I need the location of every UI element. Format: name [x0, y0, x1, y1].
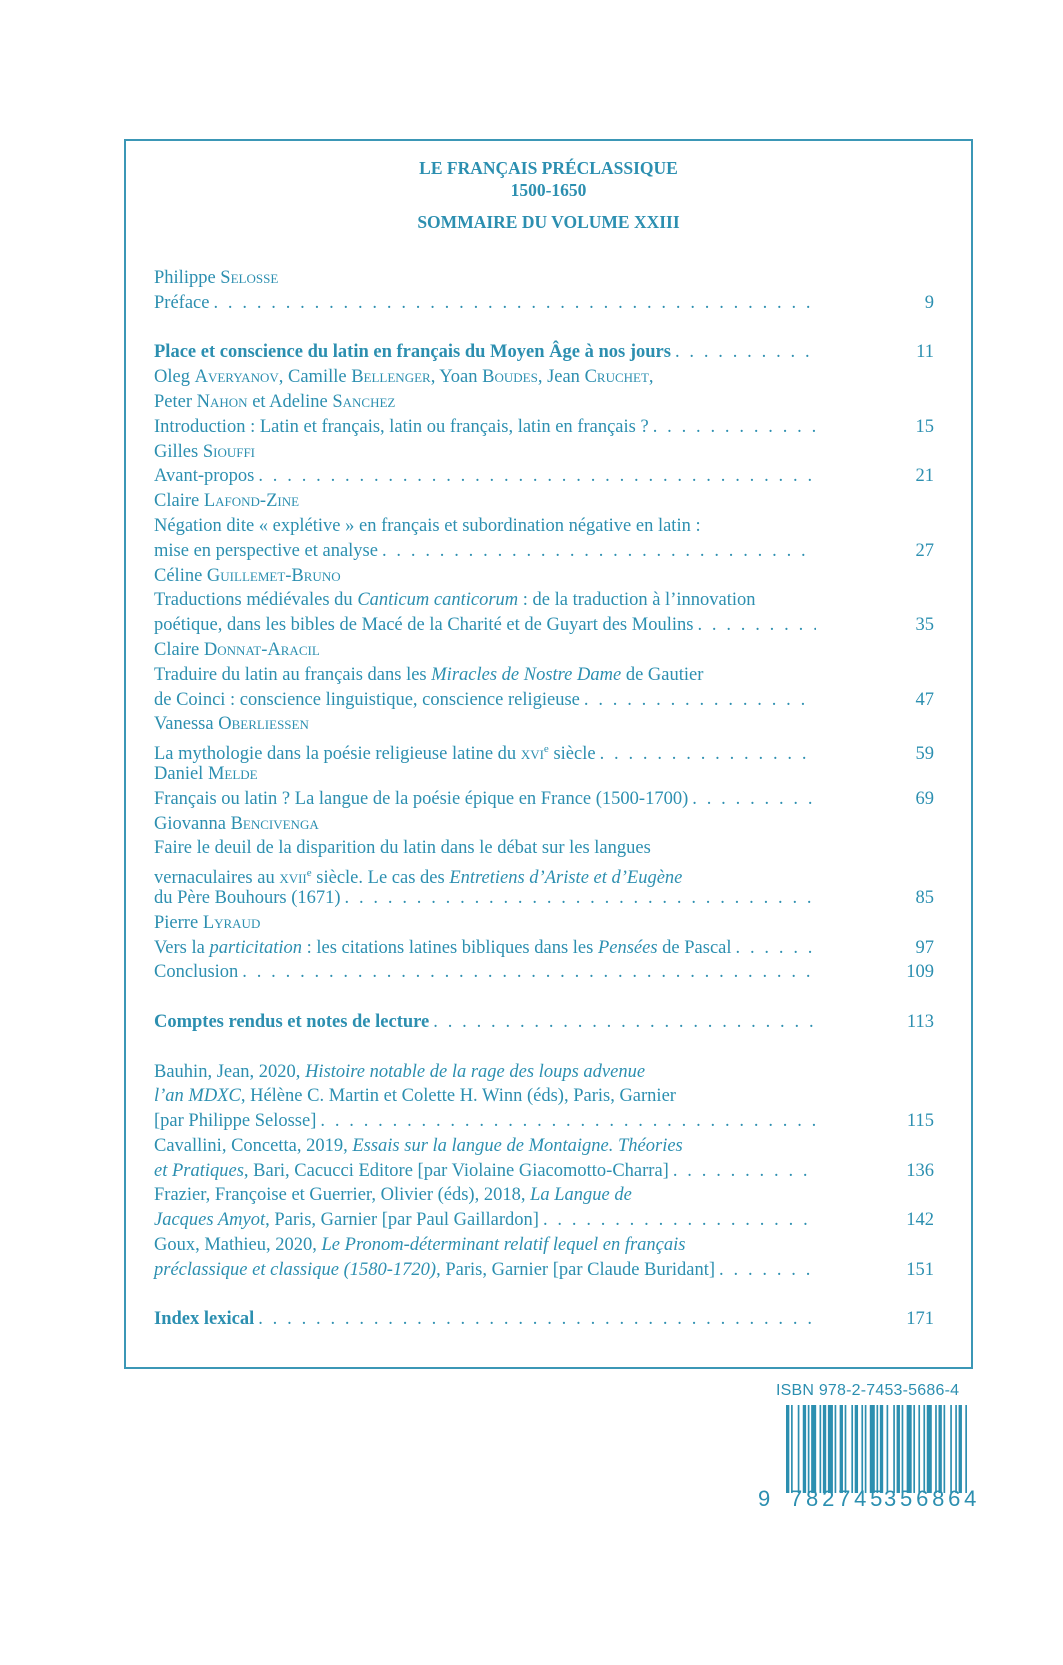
leader-dots [242, 960, 816, 985]
barcode-bar [823, 1405, 826, 1493]
title-text: de Pascal [657, 937, 732, 958]
entry-title: de Coinci : conscience linguistique, conscience religieuse [154, 689, 580, 710]
barcode-bar [791, 1405, 793, 1493]
leader-dots [736, 936, 816, 961]
barcode-bar [865, 1405, 867, 1493]
barcode-bar [944, 1405, 946, 1493]
author-first-name: Oleg [154, 367, 195, 388]
author-separator: , Yoan [430, 367, 483, 388]
entry-title: mise en perspective et analyse [154, 540, 378, 561]
page-number: 27 [915, 540, 934, 561]
toc-entry-deuil [154, 886, 934, 911]
toc-entry-traduire [154, 688, 934, 713]
barcode-bar [808, 1405, 810, 1493]
barcode-bar [955, 1405, 957, 1493]
barcode-bar [935, 1405, 937, 1493]
barcode-bar [786, 1405, 789, 1493]
leader-dots [213, 291, 816, 316]
author-last-name: Boudes [482, 367, 538, 388]
leader-dots [382, 539, 816, 564]
entry-title: Introduction : Latin et français, latin ou français, latin en français ? [154, 416, 649, 437]
title-text: Traduire du latin au français dans les [154, 664, 432, 685]
author-last-name: Nahon [196, 391, 248, 412]
title-text: , Paris, Garnier [par Claude Buridant] [436, 1259, 716, 1280]
author-last-name: Siouffi [202, 441, 256, 462]
barcode-bar [861, 1405, 863, 1493]
page-number: 136 [906, 1160, 934, 1181]
author-last-name: Selosse [220, 268, 279, 288]
ordinal-suffix: e [306, 867, 312, 880]
author-first-name: Philippe [154, 268, 221, 288]
entry-title-line: Négation dite « explétive » en français et subordination négative en latin : [154, 515, 701, 536]
title-italic: Miracles de Nostre Dame [431, 664, 622, 685]
entry-title: Français ou latin ? La langue de la poésie épique en France (1500-1700) [154, 788, 689, 809]
author-line [154, 390, 934, 415]
isbn-text [776, 1382, 976, 1400]
journal-years: 1500-1650 [510, 180, 587, 200]
author-separator: , [648, 367, 654, 388]
page-number: 171 [906, 1309, 934, 1330]
barcode-bar [870, 1405, 875, 1493]
barcode-bar [798, 1405, 800, 1493]
author-first-name: Peter [154, 391, 197, 412]
barcode-bar [902, 1405, 904, 1493]
review-line [154, 1134, 934, 1159]
toc-entry-mythologie [154, 737, 934, 765]
page-number: 113 [906, 1011, 934, 1032]
barcode-bar [811, 1405, 816, 1493]
barcode-bar [803, 1405, 806, 1493]
toc-entry-avant-propos [154, 464, 934, 489]
page-number: 69 [915, 788, 934, 809]
title-italic: particitation [209, 937, 302, 958]
section-title: Comptes rendus et notes de lecture [154, 1011, 430, 1032]
barcode-bar [887, 1405, 889, 1493]
barcode-bar [840, 1405, 843, 1493]
review-line [154, 1084, 934, 1109]
section-title: Place et conscience du latin en français du Moyen Âge à nos jours [154, 342, 671, 363]
author-last-name: Lyraud [202, 912, 261, 933]
author-first-name: Claire [154, 639, 204, 660]
title-italic: Canticum canticorum [357, 590, 519, 611]
title-text: Goux, Mathieu, 2020, [154, 1235, 322, 1256]
author-first-name: Vanessa [154, 714, 219, 735]
review-line [154, 1233, 934, 1258]
toc-entry-francais-latin [154, 787, 934, 812]
table-of-contents [154, 266, 934, 1332]
page-number: 59 [915, 744, 934, 765]
review-line [154, 1060, 934, 1085]
page-number: 109 [906, 962, 934, 983]
barcode-digit-first: 9 [758, 1486, 775, 1511]
leader-dots [675, 340, 816, 365]
title-italic: préclassique et classique (1580-1720) [154, 1259, 437, 1280]
title-text: siècle [548, 744, 596, 765]
author-line [154, 762, 934, 787]
barcode-bar [880, 1405, 883, 1493]
journal-title: LE FRANÇAIS PRÉCLASSIQUE [419, 158, 678, 178]
page-number: 97 [915, 937, 934, 958]
title-text: , Bari, Cacucci Editore [par Violaine Giacomotto-Charra] [243, 1160, 669, 1181]
author-last-name: Guillemet-Bruno [206, 565, 341, 586]
page-number: 15 [915, 416, 934, 437]
title-text: , Hélène C. Martin et Colette H. Winn (éds), Paris, Garnier [240, 1086, 676, 1107]
author-last-name: Bencivenga [230, 813, 319, 834]
toc-section-index [154, 1307, 934, 1332]
entry-title [154, 1208, 539, 1233]
isbn-number: 978-2-7453-5686-4 [818, 1382, 960, 1399]
barcode-bar [893, 1405, 895, 1493]
title-italic: Histoire notable de la rage des loups advenue [305, 1061, 646, 1082]
title-italic: Jacques Amyot [154, 1210, 266, 1231]
author-first-name: Pierre [154, 912, 203, 933]
barcode-bar [938, 1405, 941, 1493]
barcode-bar [855, 1405, 858, 1493]
entry-title-line: Faire le deuil de la disparition du latin dans le débat sur les langues [154, 838, 651, 859]
leader-dots [258, 464, 816, 489]
isbn-label: ISBN [776, 1382, 815, 1399]
page-number: 115 [906, 1111, 934, 1132]
barcode-image [786, 1405, 972, 1493]
title-italic: et Pratiques [154, 1160, 244, 1181]
barcode-bar [965, 1405, 967, 1493]
ordinal-suffix: e [543, 743, 549, 756]
author-last-name: Averyanov [194, 367, 279, 388]
barcode-bar [950, 1405, 952, 1493]
barcode-bar [835, 1405, 837, 1493]
entry-title: poétique, dans les bibles de Macé de la Charité et de Guyart des Moulins [154, 615, 694, 636]
leader-dots [320, 1109, 816, 1134]
review-line [154, 1183, 934, 1208]
title-italic: La Langue de [530, 1185, 632, 1206]
barcode-bar [927, 1405, 932, 1493]
leader-dots [653, 415, 816, 440]
author-first-name: Gilles [154, 441, 203, 462]
barcode-bar [851, 1405, 853, 1493]
title-italic: Pensées [597, 937, 658, 958]
entry-title: [par Philippe Selosse] [154, 1111, 317, 1132]
author-line [154, 489, 934, 514]
toc-entry-traductions [154, 613, 934, 638]
toc-section-latin [154, 340, 934, 365]
author-line [154, 365, 934, 390]
barcode-bar [959, 1405, 962, 1493]
barcode-digits-left: 782745 [790, 1486, 887, 1511]
title-italic: l’an MDXC [154, 1086, 241, 1107]
author-last-name: Bellenger [351, 367, 431, 388]
barcode-digits-right: 356864 [884, 1486, 981, 1511]
title-italic: Entretiens d’Ariste et d’Eugène [449, 868, 683, 889]
leader-dots [543, 1208, 816, 1233]
leader-dots [584, 688, 816, 713]
toc-entry-preface [154, 291, 934, 316]
entry-title-line [154, 663, 934, 688]
title-text: , Paris, Garnier [par Paul Gaillardon] [265, 1210, 539, 1231]
entry-title: du Père Bouhours (1671) [154, 887, 341, 908]
page-number: 151 [906, 1259, 934, 1280]
century-numeral: xvii [279, 868, 307, 889]
toc-entry-review-frazier [154, 1208, 934, 1233]
page-number: 35 [915, 615, 934, 636]
entry-title: Préface [154, 292, 210, 313]
title-text: Vers la [154, 937, 210, 958]
author-first-name: Giovanna [154, 813, 231, 834]
century-numeral: xvi [520, 744, 544, 765]
author-separator: et Adeline [247, 391, 333, 412]
title-text: : de la traduction à l’innovation [518, 590, 756, 611]
author-line [154, 266, 934, 291]
title-text: de Gautier [621, 664, 704, 685]
title-text: siècle. Le cas des [311, 868, 450, 889]
barcode-bar [918, 1405, 920, 1493]
entry-title: Conclusion [154, 962, 239, 983]
author-last-name: Sanchez [332, 391, 396, 412]
title-text: Cavallini, Concetta, 2019, [154, 1135, 353, 1156]
barcode-bar [845, 1405, 847, 1493]
title-text: La mythologie dans la poésie religieuse latine du [154, 744, 521, 765]
toc-entry-review-goux [154, 1258, 934, 1283]
author-last-name: Lafond-Zine [203, 491, 300, 512]
barcode-bar [923, 1405, 925, 1493]
barcode-bar [897, 1405, 900, 1493]
title-text: vernaculaires au [154, 868, 280, 889]
author-last-name: Cruchet [584, 367, 649, 388]
toc-entry-conclusion [154, 960, 934, 985]
author-line [154, 812, 934, 837]
page-number: 47 [915, 689, 934, 710]
toc-entry-introduction [154, 415, 934, 440]
leader-dots [258, 1307, 816, 1332]
toc-entry-review-bauhin [154, 1109, 934, 1134]
author-line [154, 638, 934, 663]
entry-title [154, 1159, 669, 1184]
toc-entry-review-cavallini [154, 1159, 934, 1184]
author-line [154, 440, 934, 465]
title-text: Traductions médiévales du [154, 590, 358, 611]
leader-dots [692, 787, 816, 812]
toc-entry-particitation [154, 936, 934, 961]
entry-title: Avant-propos [154, 466, 255, 487]
leader-dots [719, 1258, 816, 1283]
page-number: 9 [924, 292, 934, 313]
page-number: 85 [915, 887, 934, 908]
barcode-bar [828, 1405, 833, 1493]
barcode-bar [876, 1405, 878, 1493]
author-first-name: Céline [154, 565, 207, 586]
title-text: Frazier, Françoise et Guerrier, Olivier (éds), 2018, [154, 1185, 531, 1206]
author-last-name: Melde [207, 763, 258, 784]
volume-heading: SOMMAIRE DU VOLUME XXIII [417, 212, 680, 232]
leader-dots [345, 886, 816, 911]
author-line [154, 564, 934, 589]
entry-title [154, 936, 732, 961]
entry-title [154, 1258, 715, 1283]
title-text: Bauhin, Jean, 2020, [154, 1061, 306, 1082]
entry-title-line [154, 861, 934, 889]
title-italic: Le Pronom-déterminant relatif lequel en français [321, 1235, 686, 1256]
author-line [154, 712, 934, 737]
page-number: 21 [915, 466, 934, 487]
author-separator: , Jean [537, 367, 585, 388]
title-italic: Essais sur la langue de Montaigne. Théories [352, 1135, 683, 1156]
author-separator: , Camille [278, 367, 352, 388]
author-last-name: Donnat-Aracil [203, 639, 320, 660]
page-number: 11 [916, 342, 934, 363]
leader-dots [433, 1010, 816, 1035]
barcode-bar [820, 1405, 822, 1493]
toc-entry-negation [154, 539, 934, 564]
author-first-name: Claire [154, 491, 204, 512]
page-number: 142 [906, 1210, 934, 1231]
section-title: Index lexical [154, 1309, 255, 1330]
title-text: : les citations latines bibliques dans les [301, 937, 598, 958]
leader-dots [697, 613, 816, 638]
entry-title-line [154, 588, 934, 613]
barcode-bar [913, 1405, 915, 1493]
author-last-name: Oberliessen [218, 714, 309, 735]
author-first-name: Daniel [154, 763, 208, 784]
barcode-bar [907, 1405, 912, 1493]
author-line [154, 911, 934, 936]
toc-section-comptes-rendus [154, 1010, 934, 1035]
leader-dots [673, 1159, 816, 1184]
